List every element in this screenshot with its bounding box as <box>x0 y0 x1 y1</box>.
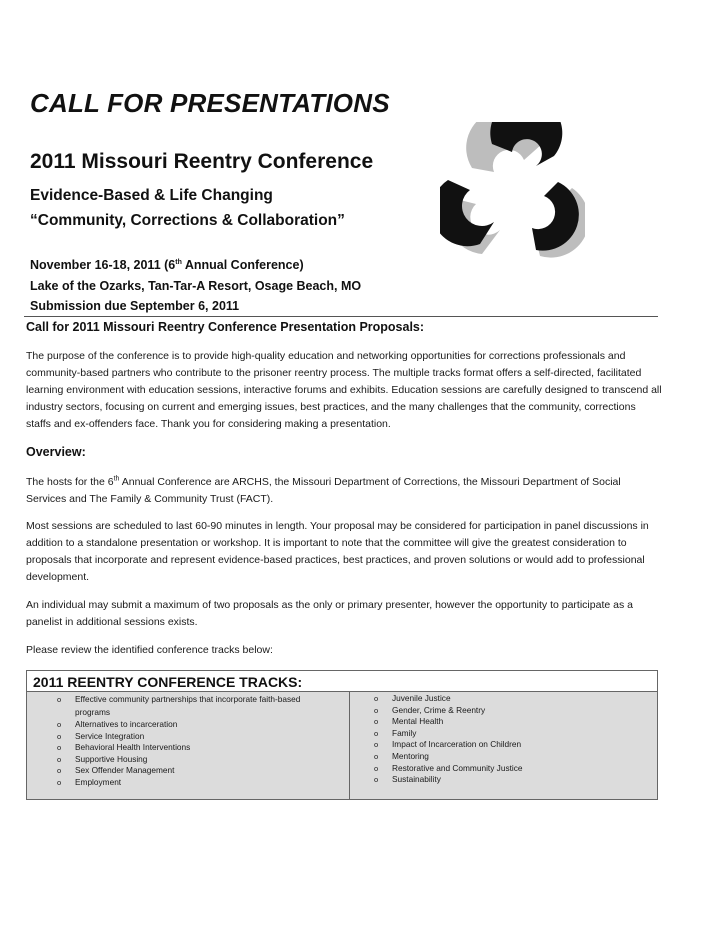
track-item: o Mentoring <box>374 750 429 761</box>
bullet-icon: o <box>374 694 379 703</box>
bullet-icon: o <box>57 720 62 729</box>
page-title: CALL FOR PRESENTATIONS <box>30 88 390 118</box>
purpose-paragraph: The purpose of the conference is to provide high-quality education and networking opportunities for corrections professionals and community-based partners who contribute to the prisoner reentry process. The multiple tracks format offers a self-directed, facilitated learning environment with education sessions, interactive forums and exhibits. Education sessions are carefully designed to transcend all industry sectors, focusing on current and emerging issues, best practices, and the many challenges that the community, corrections staffs and ex-offenders face. Thank you for considering making a presentation. <box>26 350 662 430</box>
track-item: o Service Integration <box>57 730 145 741</box>
bullet-icon: o <box>374 763 379 773</box>
bullet-icon: o <box>374 740 379 750</box>
bullet-icon: o <box>57 731 62 741</box>
bullet-icon: o <box>57 766 62 776</box>
tracks-right-list <box>374 693 644 786</box>
track-item: o Family <box>374 727 417 738</box>
review-tracks-paragraph: Please review the identified conference tracks below: <box>26 644 273 656</box>
bullet-icon: o <box>57 777 62 787</box>
three-c-ring-logo-icon <box>440 122 585 262</box>
bullet-icon: o <box>374 775 379 785</box>
section-divider <box>24 316 658 317</box>
proposals-heading: Call for 2011 Missouri Reentry Conference Presentation Proposals: <box>26 320 425 334</box>
track-item: o Employment <box>57 776 122 787</box>
conference-dates: November 16-18, 2011 (6th Annual Conference) <box>30 258 304 272</box>
conference-location: Lake of the Ozarks, Tan-Tar-A Resort, Osage Beach, MO <box>30 279 362 293</box>
tracks-heading: 2011 REENTRY CONFERENCE TRACKS: <box>27 671 657 692</box>
track-item: o Restorative and Community Justice <box>374 762 523 773</box>
proposal-limit-paragraph: An individual may submit a maximum of two proposals as the only or primary presenter, however the opportunity to participate as a panelist in additional sessions exists. <box>26 599 633 628</box>
bullet-icon: o <box>374 751 379 761</box>
tracks-left-list <box>57 693 327 789</box>
track-item: o Behavioral Health Interventions <box>57 742 191 753</box>
hosts-paragraph: The hosts for the 6th Annual Conference are ARCHS, the Missouri Department of Corrections, the Missouri Department of Social Services and The Family & Community Trust (FACT). <box>26 475 621 505</box>
bullet-icon: o <box>57 695 62 704</box>
conference-subtitle: Evidence-Based & Life Changing <box>30 187 273 204</box>
conference-theme: “Community, Corrections & Collaboration” <box>30 212 345 229</box>
bullet-icon: o <box>57 754 62 764</box>
submission-deadline: Submission due September 6, 2011 <box>30 299 240 313</box>
track-item: o Sustainability <box>374 774 441 785</box>
track-item: o Supportive Housing <box>57 753 148 764</box>
track-item: o Gender, Crime & Reentry <box>374 704 486 715</box>
overview-heading: Overview: <box>26 445 86 459</box>
tracks-table <box>26 670 658 800</box>
tracks-right-column <box>350 692 657 799</box>
track-item: o Sex Offender Management <box>57 765 175 776</box>
bullet-icon: o <box>374 717 379 727</box>
track-item: o Mental Health <box>374 716 444 727</box>
bullet-icon: o <box>374 728 379 738</box>
track-item: o Impact of Incarceration on Children <box>374 739 522 750</box>
sessions-paragraph: Most sessions are scheduled to last 60-90 minutes in length. Your proposal may be considered for participation in panel discussions in addition to a standalone presentation or workshop. It is important to note that the committee will give the greatest consideration to proposals that incorporate and represent evidence-based practices, best practices, and proven solutions or would add to professional development. <box>26 520 649 583</box>
track-item: o Effective community partnerships that incorporate faith-based programs <box>57 694 301 717</box>
track-item: o Alternatives to incarceration <box>57 719 178 729</box>
conference-title: 2011 Missouri Reentry Conference <box>30 150 374 173</box>
tracks-left-column <box>27 692 350 799</box>
bullet-icon: o <box>57 743 62 753</box>
bullet-icon: o <box>374 705 379 715</box>
logo-shapes <box>440 122 579 251</box>
track-item: o Juvenile Justice <box>374 693 451 703</box>
